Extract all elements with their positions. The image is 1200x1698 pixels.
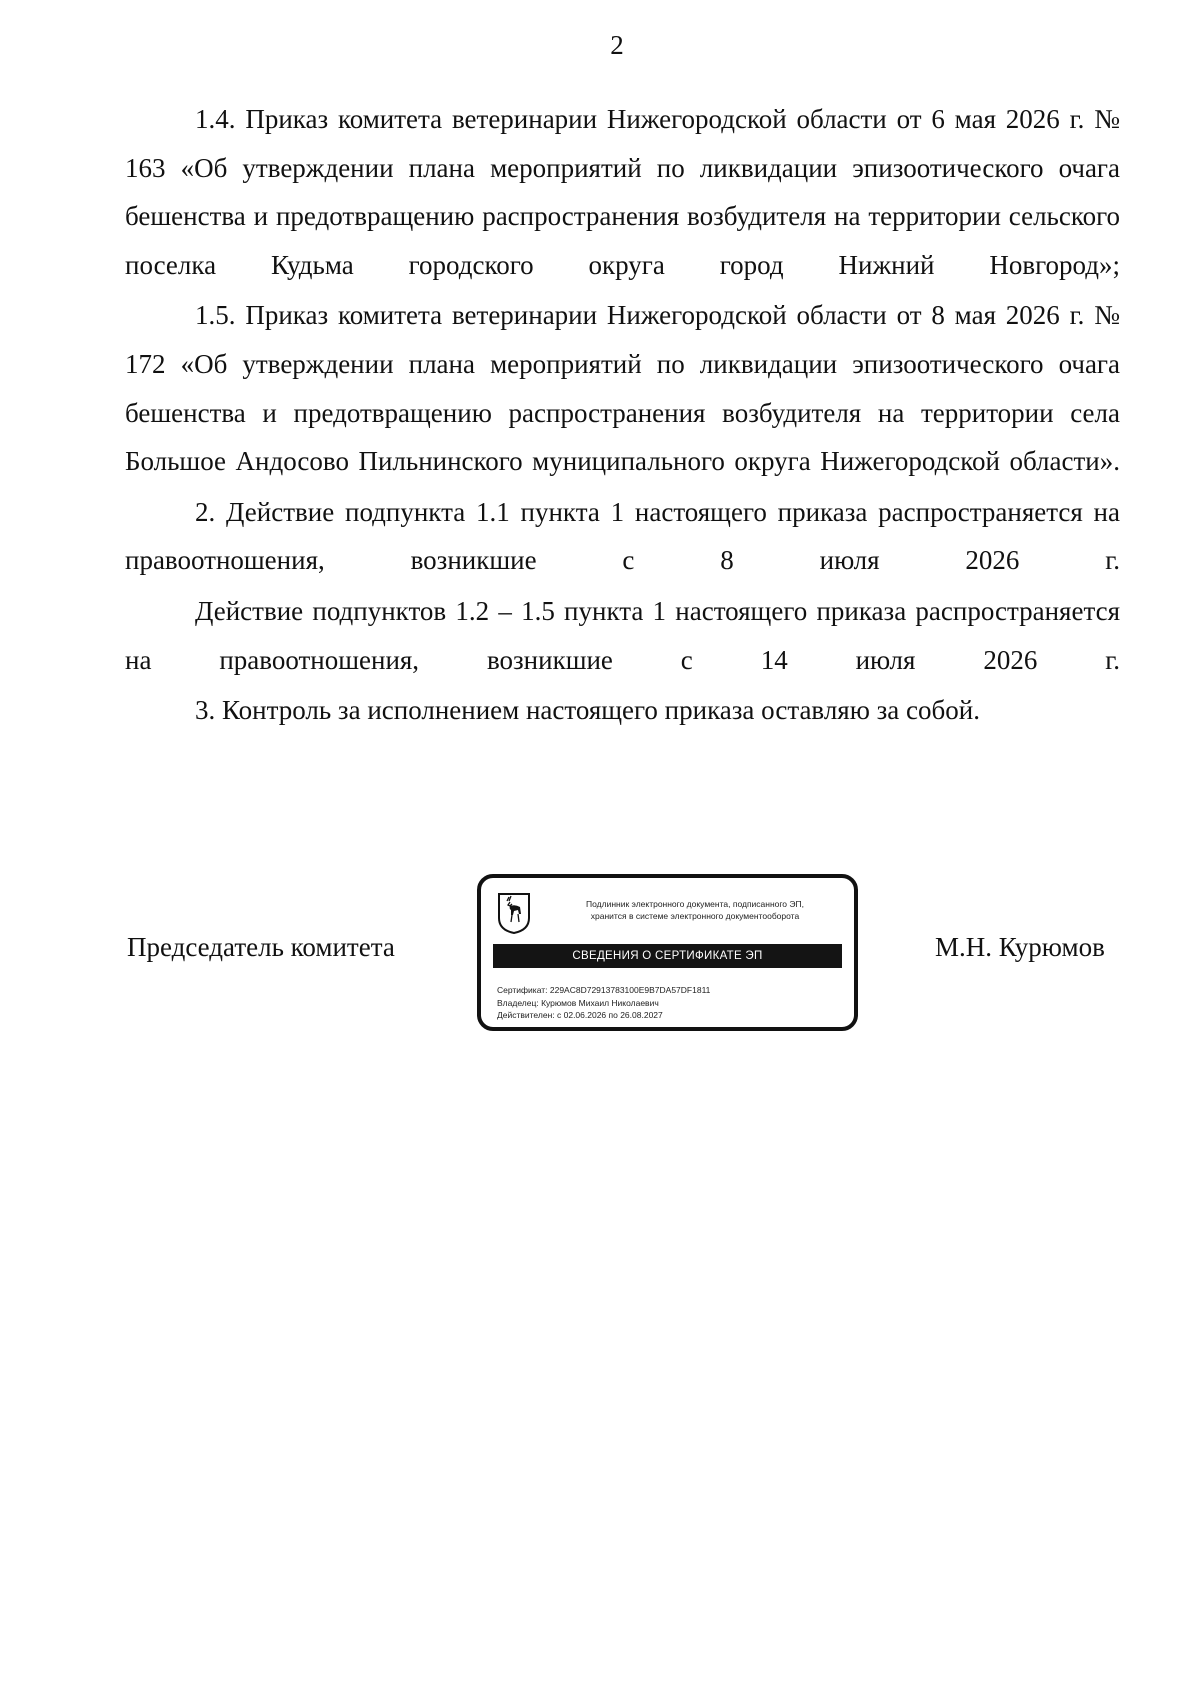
electronic-signature-stamp	[477, 874, 858, 1031]
paragraph-2: 2. Действие подпункта 1.1 пункта 1 настоящего приказа распространяется на правоотношения, возникшие с 8 июля 2026 г.	[125, 496, 1120, 576]
stamp-owner-row	[497, 997, 837, 1010]
stamp-caption-line1: Подлинник электронного документа, подписанного ЭП,	[586, 899, 804, 909]
stamp-details	[497, 984, 837, 1022]
nizhny-novgorod-deer-emblem-icon	[497, 892, 531, 934]
stamp-certificate-row	[497, 984, 837, 997]
valid-value: с 02.06.2026 по 26.08.2027	[557, 1010, 663, 1020]
certificate-label: Сертификат:	[497, 985, 548, 995]
paragraph-1-4: 1.4. Приказ комитета ветеринарии Нижегородской области от 6 мая 2026 г. № 163 «Об утверждении плана мероприятий по ликвидации эпизоотического очага бешенства и предотвращению распространения возбудителя на территории сельского поселка Кудьма городского округа город Нижний Новгород»;	[125, 104, 1120, 280]
owner-value: Курюмов Михаил Николаевич	[541, 997, 659, 1008]
paragraph-3: 3. Контроль за исполнением настоящего приказа оставляю за собой.	[195, 695, 980, 726]
valid-label: Действителен:	[497, 1010, 555, 1020]
signer-name: М.Н. Курюмов	[935, 932, 1105, 962]
paragraph-1-5: 1.5. Приказ комитета ветеринарии Нижегородской области от 8 мая 2026 г. № 172 «Об утверждении плана мероприятий по ликвидации эпизоотического очага бешенства и предотвращению распространения возбудителя на территории села Большое Андосово Пильнинского муниципального округа Нижегородской области».	[125, 300, 1120, 477]
stamp-caption	[545, 898, 845, 922]
signer-position: Председатель комитета	[127, 932, 395, 962]
paragraph-2-continued: Действие подпунктов 1.2 – 1.5 пункта 1 настоящего приказа распространяется на правоотношения, возникшие с 14 июля 2026 г.	[125, 595, 1120, 675]
stamp-header: СВЕДЕНИЯ О СЕРТИФИКАТЕ ЭП	[493, 944, 842, 968]
stamp-caption-line2: хранится в системе электронного документооборота	[590, 911, 800, 921]
certificate-value: 229AC8D72913783100E9B7DA57DF1811	[549, 985, 711, 995]
owner-label: Владелец:	[497, 997, 539, 1008]
stamp-valid-row	[497, 1009, 837, 1022]
document-body	[125, 95, 1120, 735]
page-number: 2	[610, 30, 624, 60]
